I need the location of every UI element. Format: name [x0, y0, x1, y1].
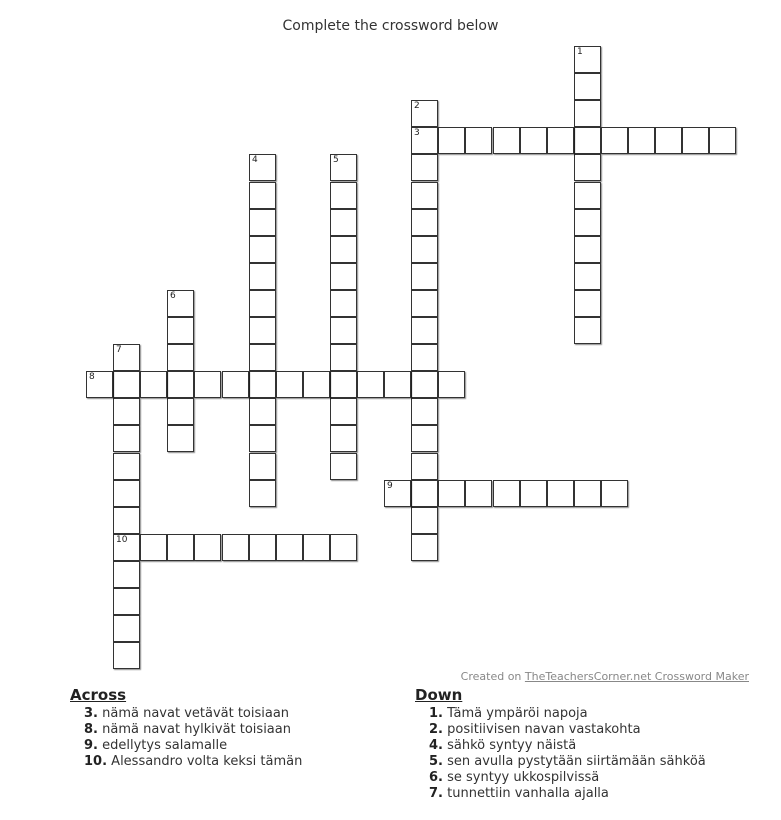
crossword-cell[interactable]	[330, 371, 357, 398]
crossword-cell[interactable]	[330, 263, 357, 290]
clue-number: 1.	[429, 706, 443, 721]
cell-number: 2	[414, 101, 420, 111]
crossword-cell[interactable]	[574, 480, 601, 507]
clue-number: 7.	[429, 786, 443, 801]
crossword-cell[interactable]	[249, 534, 276, 561]
across-clue	[84, 754, 302, 770]
cell-number: 5	[333, 155, 339, 165]
crossword-cell[interactable]	[167, 344, 194, 371]
crossword-cell[interactable]	[330, 453, 357, 480]
crossword-cell[interactable]	[493, 480, 520, 507]
clue-text: edellytys salamalle	[102, 738, 228, 753]
crossword-cell[interactable]	[167, 534, 194, 561]
crossword-cell[interactable]	[113, 615, 140, 642]
crossword-cell[interactable]	[655, 127, 682, 154]
crossword-cell[interactable]	[113, 507, 140, 534]
clue-number: 5.	[429, 754, 443, 769]
crossword-cell[interactable]	[330, 182, 357, 209]
clue-text: positiivisen navan vastakohta	[447, 722, 641, 737]
crossword-cell[interactable]	[574, 100, 601, 127]
across-clue	[84, 706, 302, 722]
crossword-cell[interactable]	[574, 127, 601, 154]
crossword-cell[interactable]	[574, 290, 601, 317]
crossword-cell[interactable]	[411, 182, 438, 209]
crossword-cell[interactable]	[411, 453, 438, 480]
crossword-cell[interactable]	[113, 561, 140, 588]
clue-number: 2.	[429, 722, 443, 737]
crossword-cell[interactable]	[167, 290, 194, 317]
crossword-cell[interactable]	[411, 209, 438, 236]
cell-number: 1	[577, 47, 583, 57]
crossword-cell[interactable]	[330, 344, 357, 371]
down-clue	[429, 738, 706, 754]
crossword-cell[interactable]	[438, 127, 465, 154]
crossword-cell[interactable]	[330, 425, 357, 452]
cell-number: 6	[170, 291, 176, 301]
crossword-cell[interactable]	[574, 236, 601, 263]
crossword-cell[interactable]	[249, 371, 276, 398]
crossword-cell[interactable]	[330, 290, 357, 317]
crossword-cell[interactable]	[167, 371, 194, 398]
crossword-cell[interactable]	[384, 480, 411, 507]
crossword-cell[interactable]	[249, 263, 276, 290]
clue-text: se syntyy ukkospilvissä	[447, 770, 600, 785]
crossword-cell[interactable]	[249, 209, 276, 236]
crossword-cell[interactable]	[222, 534, 249, 561]
cell-number: 3	[414, 128, 420, 138]
down-clue	[429, 722, 706, 738]
credit-link[interactable]: TheTeachersCorner.net Crossword Maker	[524, 670, 749, 683]
down-clue	[429, 786, 706, 802]
crossword-cell[interactable]	[249, 317, 276, 344]
crossword-cell[interactable]	[628, 127, 655, 154]
crossword-cell[interactable]	[194, 534, 221, 561]
clue-text: sähkö syntyy näistä	[447, 738, 577, 753]
crossword-cell[interactable]	[249, 182, 276, 209]
crossword-cell[interactable]	[113, 480, 140, 507]
crossword-cell[interactable]	[167, 425, 194, 452]
clue-number: 3.	[84, 706, 98, 721]
crossword-cell[interactable]	[547, 127, 574, 154]
clue-text: nämä navat vetävät toisiaan	[102, 706, 290, 721]
credit-prefix: Created on	[460, 670, 525, 683]
crossword-cell[interactable]	[411, 507, 438, 534]
crossword-cell[interactable]	[330, 317, 357, 344]
crossword-cell[interactable]	[493, 127, 520, 154]
down-clues	[415, 686, 706, 802]
crossword-cell[interactable]	[411, 398, 438, 425]
crossword-cell[interactable]	[249, 425, 276, 452]
crossword-cell[interactable]	[249, 453, 276, 480]
clue-number: 6.	[429, 770, 443, 785]
crossword-cell[interactable]	[167, 398, 194, 425]
crossword-cell[interactable]	[330, 209, 357, 236]
cell-number: 9	[387, 481, 393, 491]
crossword-cell[interactable]	[411, 534, 438, 561]
crossword-cell[interactable]	[113, 453, 140, 480]
crossword-cell[interactable]	[411, 371, 438, 398]
crossword-cell[interactable]	[547, 480, 574, 507]
crossword-cell[interactable]	[520, 127, 547, 154]
crossword-cell[interactable]	[113, 642, 140, 669]
cell-number: 10	[116, 535, 128, 545]
cell-number: 8	[89, 372, 95, 382]
crossword-cell[interactable]	[574, 73, 601, 100]
crossword-cell[interactable]	[249, 154, 276, 181]
crossword-cell[interactable]	[113, 425, 140, 452]
crossword-cell[interactable]	[249, 398, 276, 425]
crossword-cell[interactable]	[411, 425, 438, 452]
crossword-cell[interactable]	[113, 534, 140, 561]
crossword-cell[interactable]	[167, 317, 194, 344]
crossword-cell[interactable]	[330, 154, 357, 181]
crossword-cell[interactable]	[249, 236, 276, 263]
crossword-cell[interactable]	[574, 154, 601, 181]
crossword-cell[interactable]	[574, 317, 601, 344]
clue-text: Alessandro volta keksi tämän	[111, 754, 303, 769]
clue-text: tunnettiin vanhalla ajalla	[447, 786, 609, 801]
clue-text: Tämä ympäröi napoja	[447, 706, 588, 721]
crossword-cell[interactable]	[113, 371, 140, 398]
crossword-cell[interactable]	[249, 480, 276, 507]
across-heading: Across	[70, 686, 127, 704]
crossword-cell[interactable]	[384, 371, 411, 398]
crossword-cell[interactable]	[601, 480, 628, 507]
crossword-cell[interactable]	[574, 182, 601, 209]
crossword-cell[interactable]	[113, 398, 140, 425]
crossword-cell[interactable]	[411, 263, 438, 290]
across-clue	[84, 722, 302, 738]
crossword-cell[interactable]	[113, 344, 140, 371]
crossword-cell[interactable]	[140, 534, 167, 561]
crossword-cell[interactable]	[330, 534, 357, 561]
clue-number: 9.	[84, 738, 98, 753]
crossword-cell[interactable]	[574, 209, 601, 236]
crossword-cell[interactable]	[709, 127, 736, 154]
crossword-cell[interactable]	[465, 127, 492, 154]
crossword-cell[interactable]	[140, 371, 167, 398]
clue-text: nämä navat hylkivät toisiaan	[102, 722, 291, 737]
crossword-cell[interactable]	[411, 290, 438, 317]
clue-number: 10.	[84, 754, 108, 769]
crossword-cell[interactable]	[574, 46, 601, 73]
crossword-cell[interactable]	[411, 154, 438, 181]
crossword-cell[interactable]	[411, 480, 438, 507]
clue-text: sen avulla pystytään siirtämään sähköä	[447, 754, 706, 769]
crossword-cell[interactable]	[465, 480, 492, 507]
crossword-cell[interactable]	[438, 371, 465, 398]
crossword-cell[interactable]	[194, 371, 221, 398]
crossword-cell[interactable]	[520, 480, 547, 507]
crossword-cell[interactable]	[601, 127, 628, 154]
crossword-cell[interactable]	[276, 371, 303, 398]
down-clue	[429, 754, 706, 770]
crossword-cell[interactable]	[411, 127, 438, 154]
crossword-cell[interactable]	[411, 344, 438, 371]
crossword-cell[interactable]	[303, 534, 330, 561]
down-heading: Down	[415, 686, 463, 704]
down-clue	[429, 706, 706, 722]
across-clue	[84, 738, 302, 754]
crossword-cell[interactable]	[357, 371, 384, 398]
crossword-cell[interactable]	[222, 371, 249, 398]
crossword-cell[interactable]	[330, 398, 357, 425]
crossword-cell[interactable]	[411, 317, 438, 344]
crossword-cell[interactable]	[411, 236, 438, 263]
crossword-cell[interactable]	[276, 534, 303, 561]
crossword-cell[interactable]	[682, 127, 709, 154]
cell-number: 4	[252, 155, 258, 165]
page-title: Complete the crossword below	[282, 18, 499, 34]
crossword-cell[interactable]	[249, 344, 276, 371]
crossword-cell[interactable]	[411, 100, 438, 127]
crossword-cell[interactable]	[113, 588, 140, 615]
credit-text	[461, 670, 749, 683]
crossword-cell[interactable]	[574, 263, 601, 290]
across-clues	[70, 686, 302, 770]
crossword-cell[interactable]	[330, 236, 357, 263]
crossword-cell[interactable]	[303, 371, 330, 398]
cell-number: 7	[116, 345, 122, 355]
down-clue	[429, 770, 706, 786]
crossword-cell[interactable]	[86, 371, 113, 398]
crossword-cell[interactable]	[438, 480, 465, 507]
clue-number: 8.	[84, 722, 98, 737]
crossword-cell[interactable]	[249, 290, 276, 317]
clue-number: 4.	[429, 738, 443, 753]
